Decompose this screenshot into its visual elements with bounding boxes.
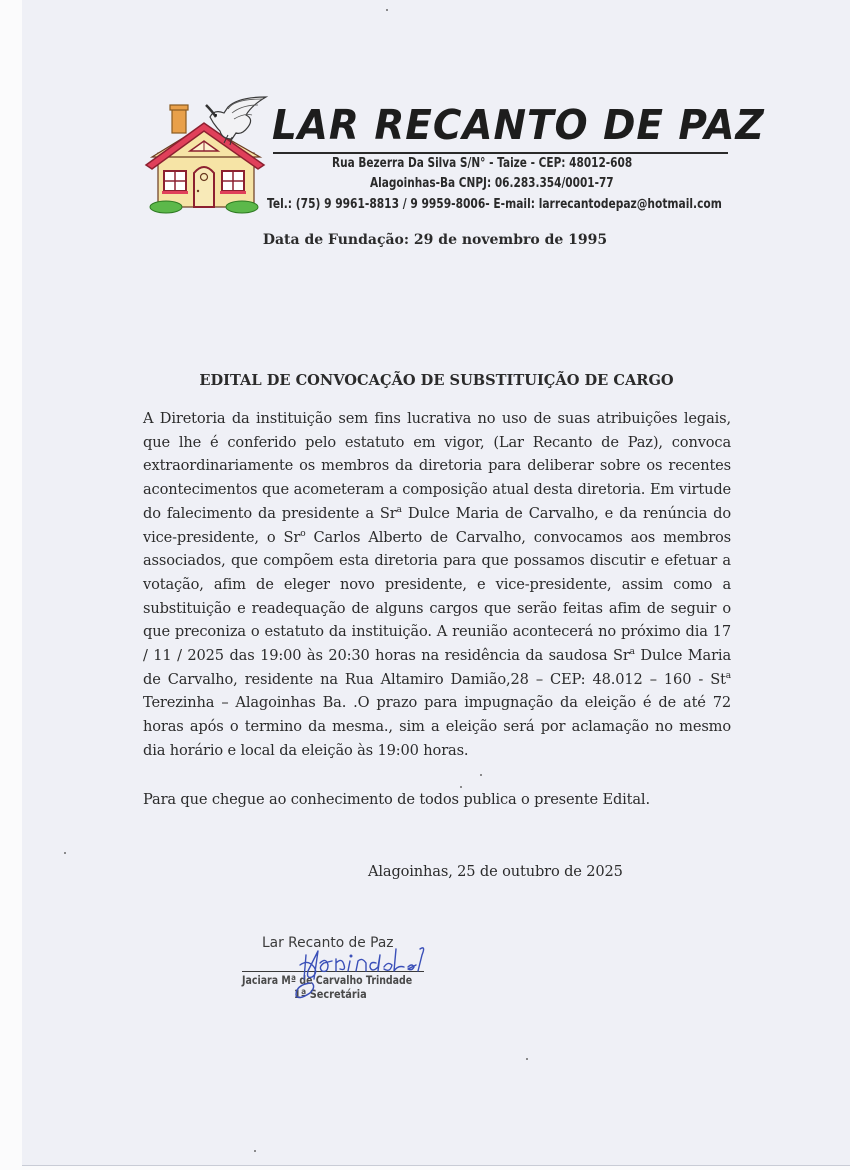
scan-speck — [480, 774, 482, 776]
org-name: LAR RECANTO DE PAZ — [272, 101, 765, 149]
signer-name: Jaciara Mª de Carvalho Trindade — [242, 973, 413, 987]
scan-speck — [254, 1150, 256, 1152]
house-with-dove-logo-icon — [142, 95, 272, 217]
letterhead — [0, 0, 850, 230]
org-address: Rua Bezerra Da Silva S/N° - Taize - CEP: 48012-608 — [332, 155, 633, 171]
body-paragraph: A Diretoria da instituição sem fins lucrativa no uso de suas atribuições legais, que lhe é conferido pelo estatuto em vigor, (Lar Recanto de Paz), convoca extraordinariamente os membros da diretoria para deliberar sobre os recentes acontecimentos que acometeram a composição atual desta diretoria. Em virtude do falecimento da presidente a Sr$^a$ Dulce Maria de Carvalho, e da renúncia do vice-presidente, o Sr$^o$ Carlos Alberto de Carvalho, convocamos aos membros associados, que compõem esta diretoria para que possamos discutir e efetuar a votação, afim de eleger novo presidente, e vice-presidente, assim como a substituição e readequação de alguns cargos que serão feitas afim de seguir o que preconiza o estatuto da instituição. A reunião acontecerá no próximo dia 17 / 11 / 2025 das 19:00 às 20:30 horas na residência da saudosa Sr$^a$ Dulce Maria de Carvalho, residente na Rua Altamiro Damião,28 – CEP: 48.012 – 160 - St$^a$ Terezinha – Alagoinhas Ba. .O prazo para impugnação da eleição é de até 72 horas após o termino da mesma., sim a eleição será por aclamação no mesmo dia horário e local da eleição às 19:00 horas. — [143, 410, 731, 759]
scan-speck — [460, 786, 462, 788]
scan-speck — [526, 1058, 528, 1060]
scan-speck — [64, 852, 66, 854]
place-and-date: Alagoinhas, 25 de outubro de 2025 — [368, 863, 623, 880]
closing-paragraph: Para que chegue ao conhecimento de todos publica o presente Edital. — [143, 791, 650, 808]
handwritten-signature-icon — [284, 945, 434, 1005]
scan-speck — [386, 9, 388, 11]
stamp-org-name: Lar Recanto de Paz — [262, 935, 394, 951]
letterhead-rule — [273, 152, 728, 154]
signer-role: 1ª Secretária — [294, 987, 367, 1001]
document-title: EDITAL DE CONVOCAÇÃO DE SUBSTITUIÇÃO DE CARGO — [199, 372, 674, 389]
founding-date: Data de Fundação: 29 de novembro de 1995 — [262, 232, 608, 248]
org-contact: Tel.: (75) 9 9961-8813 / 9 9959-8006- E-mail: larrecantodepaz@hotmail.com — [267, 196, 722, 212]
org-city-cnpj: Alagoinhas-Ba CNPJ: 06.283.354/0001-77 — [370, 175, 614, 191]
